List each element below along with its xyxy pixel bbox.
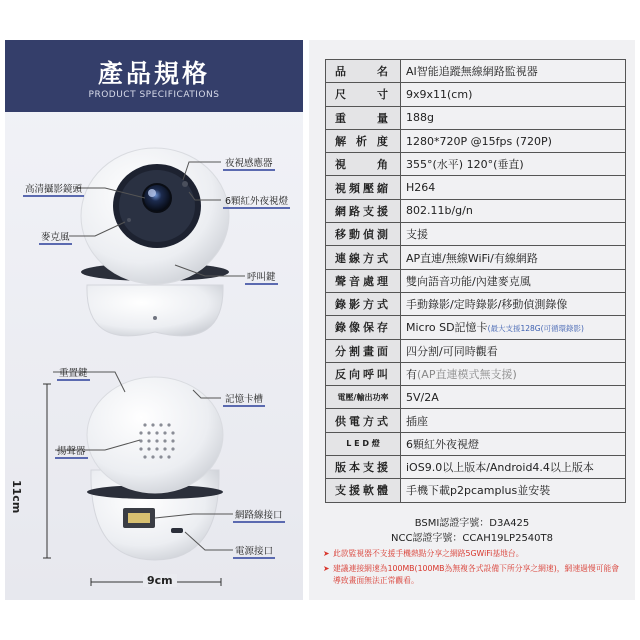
- callout-hd-lens: 高清攝影鏡頭: [23, 181, 84, 195]
- spec-value-text: 1280*720P @15fps (720P): [406, 134, 552, 148]
- spec-row: [326, 456, 626, 479]
- note-wifi: ➤ 此款監視器不支援手機熱點分享之網路5GWiFi基地台。: [323, 549, 524, 558]
- spec-value-text: iOS9.0以上版本/Android4.4以上版本: [406, 461, 594, 475]
- spec-row: [326, 176, 626, 199]
- callout-speaker: 揚聲器: [55, 443, 88, 457]
- spec-key: 移動偵測: [326, 223, 401, 246]
- callout-reset-key: 重置鍵: [57, 365, 90, 379]
- product-illustration-panel: [5, 40, 303, 600]
- spec-value-text: 手動錄影/定時錄影/移動偵測錄像: [406, 298, 568, 312]
- spec-value-text: 6顆紅外夜視燈: [406, 437, 479, 451]
- spec-value: [401, 199, 626, 222]
- spec-value-text: 手機下載p2pcamplus並安裝: [406, 484, 551, 498]
- spec-value-text: 5V/2A: [406, 390, 439, 404]
- spec-value-text: 雙向語音功能/內建麥克風: [406, 274, 531, 288]
- bsmi-cert: BSMI認證字號：D3A425: [414, 518, 530, 529]
- spec-key: L E D 燈: [326, 432, 401, 455]
- spec-row: [326, 199, 626, 222]
- spec-value-text: 355°(水平) 120°(垂直): [406, 158, 524, 172]
- spec-key: 電壓/輸出功率: [326, 386, 401, 409]
- spec-value: [401, 456, 626, 479]
- spec-key: 反向呼叫: [326, 362, 401, 385]
- ncc-cert: NCC認證字號：CCAH19LP2540T8: [390, 533, 554, 544]
- spec-row: [326, 106, 626, 129]
- callout-lan-port: 網路線接口: [233, 507, 285, 521]
- spec-row: [326, 292, 626, 315]
- spec-key: 重 量: [326, 106, 401, 129]
- spec-key: 供電方式: [326, 409, 401, 432]
- spec-key: 品 名: [326, 60, 401, 83]
- spec-value-text: AI智能追蹤無線網路監視器: [406, 65, 538, 79]
- spec-value: [401, 176, 626, 199]
- spec-value-text: H264: [406, 181, 436, 195]
- note-speed: ➤ 建議連接網速為100MB(100MB為無複各式設備下所分享之網速)，網速過慢可能會導致畫面無法正常觀看。: [323, 564, 620, 585]
- spec-value-text: 支援: [406, 228, 428, 242]
- spec-row: [326, 83, 626, 106]
- spec-key: 錄像保存: [326, 316, 401, 339]
- callout-power-port: 電源接口: [233, 543, 275, 557]
- spec-row: [326, 269, 626, 292]
- spec-row: [326, 386, 626, 409]
- spec-row: [326, 479, 626, 502]
- note-wifi-text: 此款監視器不支援手機熱點分享之網路5GWiFi基地台。: [333, 549, 524, 558]
- page-subtitle: PRODUCT SPECIFICATIONS: [88, 90, 220, 100]
- spec-value: [401, 432, 626, 455]
- spec-value: [401, 60, 626, 83]
- spec-key: 分割畫面: [326, 339, 401, 362]
- dimension-height: 11cm: [10, 480, 23, 514]
- spec-value: [401, 316, 626, 339]
- spec-value: [401, 409, 626, 432]
- spec-value: [401, 339, 626, 362]
- spec-panel: [309, 40, 635, 600]
- spec-row: [326, 153, 626, 176]
- spec-key: 網路支援: [326, 199, 401, 222]
- note-speed-text: 建議連接網速為100MB(100MB為無複各式設備下所分享之網速)，網速過慢可能會導致畫面無法正常觀看。: [333, 564, 620, 585]
- spec-value: [401, 386, 626, 409]
- callout-call-key: 呼叫鍵: [245, 269, 278, 283]
- spec-row: [326, 246, 626, 269]
- spec-key: 錄影方式: [326, 292, 401, 315]
- dimension-width: 9cm: [143, 574, 177, 587]
- spec-key: 連線方式: [326, 246, 401, 269]
- spec-value-text: AP直連/無線WiFi/有線網路: [406, 251, 538, 265]
- spec-value: [401, 106, 626, 129]
- page-title: 產品規格: [97, 59, 210, 88]
- camera-front-view: [81, 148, 229, 336]
- spec-row: [326, 339, 626, 362]
- spec-value-note: (AP直連模式無支援): [417, 368, 517, 381]
- spec-value-text: 188g: [406, 111, 434, 125]
- spec-value: [401, 83, 626, 106]
- callout-ir-lights: 6顆紅外夜視燈: [223, 193, 290, 207]
- spec-key: 聲音處理: [326, 269, 401, 292]
- spec-value: [401, 153, 626, 176]
- spec-value-text: 四分割/可同時觀看: [406, 344, 498, 358]
- spec-row: [326, 223, 626, 246]
- camera-back-view: [87, 377, 223, 560]
- spec-value: [401, 129, 626, 152]
- spec-key: 支援軟體: [326, 479, 401, 502]
- spec-value: [401, 362, 626, 385]
- spec-value: [401, 223, 626, 246]
- spec-value: [401, 292, 626, 315]
- spec-value-text: 有: [406, 368, 417, 381]
- spec-key: 版本支援: [326, 456, 401, 479]
- spec-value-text: 802.11b/g/n: [406, 204, 473, 218]
- spec-value-text: 插座: [406, 414, 428, 428]
- spec-value-note: (最大支援128G(可循環錄影): [487, 324, 584, 334]
- spec-row: [326, 60, 626, 83]
- spec-key: 視頻壓縮: [326, 176, 401, 199]
- spec-row: [326, 362, 626, 385]
- spec-value: [401, 269, 626, 292]
- spec-key: 解 析 度: [326, 129, 401, 152]
- callout-night-sensor: 夜視感應器: [223, 155, 275, 169]
- spec-table: [325, 59, 626, 503]
- callout-card-slot: 記憶卡槽: [223, 391, 265, 405]
- spec-key: 視 角: [326, 153, 401, 176]
- spec-key: 尺 寸: [326, 83, 401, 106]
- spec-row: [326, 129, 626, 152]
- spec-row: [326, 409, 626, 432]
- callout-mic: 麥克風: [39, 229, 72, 243]
- spec-value: [401, 479, 626, 502]
- spec-value-text: Micro SD記憶卡: [406, 321, 488, 335]
- spec-row: [326, 432, 626, 455]
- spec-value-text: 9x9x11(cm): [406, 87, 473, 101]
- spec-value: [401, 246, 626, 269]
- spec-row: [326, 316, 626, 339]
